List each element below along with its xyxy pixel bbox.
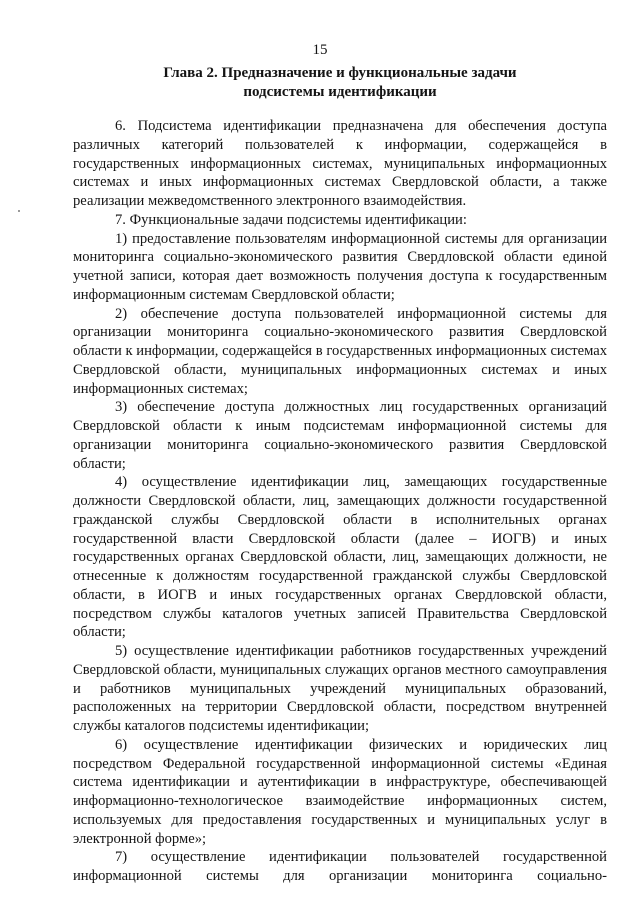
paragraph-item-7: 7. Функциональные задачи подсистемы идентификации:	[115, 211, 467, 228]
chapter-heading-line-2: подсистемы идентификации	[243, 84, 437, 100]
paragraph-subitem-6: 6) осуществление идентификации физических и юридических лиц посредством Федеральной государственной информационной системы «Единая система идентификации и аутентификации в инфраструктуре, обеспечивающей информационно-технологическое взаимодействие информационных систем, используемых для предоставления государственных и муниципальных услуг в электронной форме»;	[73, 736, 607, 847]
paragraph-subitem-5: 5) осуществление идентификации работников государственных учреждений Свердловской области, муниципальных служащих органов местного самоуправления и работников муниципальных учреждений муниципальных образований, расположенных на территории Свердловской области, посредством внутренней службы каталогов подсистемы идентификации;	[73, 643, 607, 734]
chapter-heading-line-1: Глава 2. Предназначение и функциональные задачи	[163, 65, 517, 81]
paragraph-subitem-2: 2) обеспечение доступа пользователей информационной системы для организации мониторинга социально-экономического развития Свердловской области к информации, содержащейся в государственных информационных системах Свердловской области, муниципальных информационных системах и иных информационных системах;	[73, 305, 607, 397]
paragraph-subitem-4: 4) осуществление идентификации лиц, замещающих государственные должности Свердловской области, лиц, замещающих должности государственной гражданской службы Свердловской области в исполнительных органах государственной власти Свердловской области (далее – ИОГВ) и иных государственных органах Свердловской области, лиц, замещающих должности, не отнесенные к должностям государственной гражданской службы Свердловской области, в ИОГВ и иных государственных органах Свердловской области, посредством службы каталогов учетных записей Правительства Свердловской области;	[73, 474, 607, 641]
scan-speck	[18, 210, 20, 212]
paragraph-item-6: 6. Подсистема идентификации предназначена для обеспечения доступа различных категорий пользователей к информации, содержащейся в государственных информационных системах, муниципальных информационных системах и иных информационных системах Свердловской области, а также реализации межведомственного электронного взаимодействия.	[73, 118, 607, 209]
paragraph-subitem-1: 1) предоставление пользователям информационной системы для организации мониторинга социально-экономического развития Свердловской области единой учетной записи, которая дает возможность получения доступа к государственным информационным системам Свердловской области;	[73, 230, 607, 303]
paragraph-subitem-7: 7) осуществление идентификации пользователей государственной информационной системы для организации мониторинга социально-	[73, 849, 607, 884]
chapter-heading	[60, 64, 620, 102]
page-number: 15	[312, 42, 328, 58]
body-text	[73, 117, 607, 886]
paragraph-subitem-3: 3) обеспечение доступа должностных лиц государственных организаций Свердловской области к иным подсистемам информационной системы для организации мониторинга социально-экономического развития Свердловской области;	[73, 399, 607, 472]
